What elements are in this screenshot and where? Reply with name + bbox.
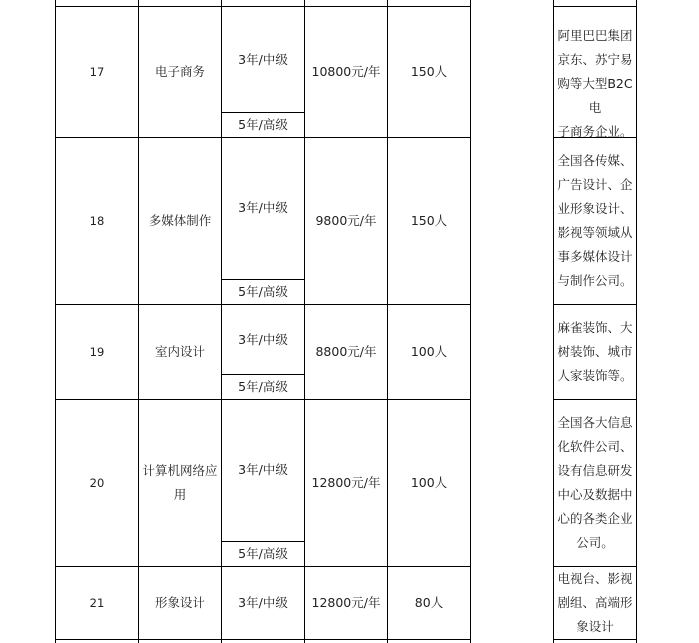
enrollment-count: 80人: [414, 595, 444, 610]
enrollment-count: 100人: [410, 344, 448, 359]
grid-line: [553, 304, 637, 305]
grid-line: [636, 0, 637, 643]
tuition-fee: 9800元/年: [315, 213, 377, 228]
row-number: 18: [89, 214, 105, 228]
employer-note: 麻雀装饰、大 树装饰、城市 人家装饰等。: [557, 320, 633, 383]
employer-note: 电视台、影视 剧组、高端形 象设计: [557, 571, 633, 634]
enrollment-count: 100人: [410, 475, 448, 490]
row-number: 20: [89, 476, 105, 490]
tuition-fee: 8800元/年: [315, 344, 377, 359]
enrollment-count: 150人: [410, 213, 448, 228]
major-name: 电子商务: [154, 64, 205, 79]
level-mid: 3年/中级: [238, 332, 288, 347]
employer-note: 阿里巴巴集团 京东、苏宁易 购等大型B2C电 子商务企业。: [557, 28, 633, 139]
level-high: 5年/高级: [238, 117, 288, 132]
major-name: 多媒体制作: [148, 213, 212, 228]
major-name: 计算机网络应 用: [142, 463, 218, 502]
grid-line: [553, 639, 637, 640]
level-high: 5年/高级: [238, 284, 288, 299]
level-high: 5年/高级: [238, 546, 288, 561]
tuition-fee: 12800元/年: [311, 595, 381, 610]
enrollment-count: 150人: [410, 64, 448, 79]
tuition-fee: 10800元/年: [311, 64, 381, 79]
tuition-fee: 12800元/年: [311, 475, 381, 490]
employer-note: 全国各传媒、 广告设计、企 业形象设计、 影视等领域从 事多媒体设计 与制作公司。: [557, 153, 633, 288]
employer-note: 全国各大信息 化软件公司、 设有信息研发 中心及数据中 心的各类企业 公司。: [557, 415, 633, 550]
grid-line: [470, 0, 471, 643]
grid-line: [553, 6, 637, 7]
level-mid: 3年/中级: [238, 52, 288, 67]
grid-line: [55, 639, 471, 640]
level-high: 5年/高级: [238, 379, 288, 394]
row-number: 17: [89, 65, 105, 79]
level-mid: 3年/中级: [238, 200, 288, 215]
level-mid: 3年/中级: [238, 462, 288, 477]
major-name: 形象设计: [154, 595, 205, 610]
grid-line: [553, 399, 637, 400]
level-mid: 3年/中级: [238, 595, 288, 610]
major-name: 室内设计: [154, 344, 205, 359]
row-number: 19: [89, 345, 105, 359]
row-number: 21: [89, 596, 105, 610]
